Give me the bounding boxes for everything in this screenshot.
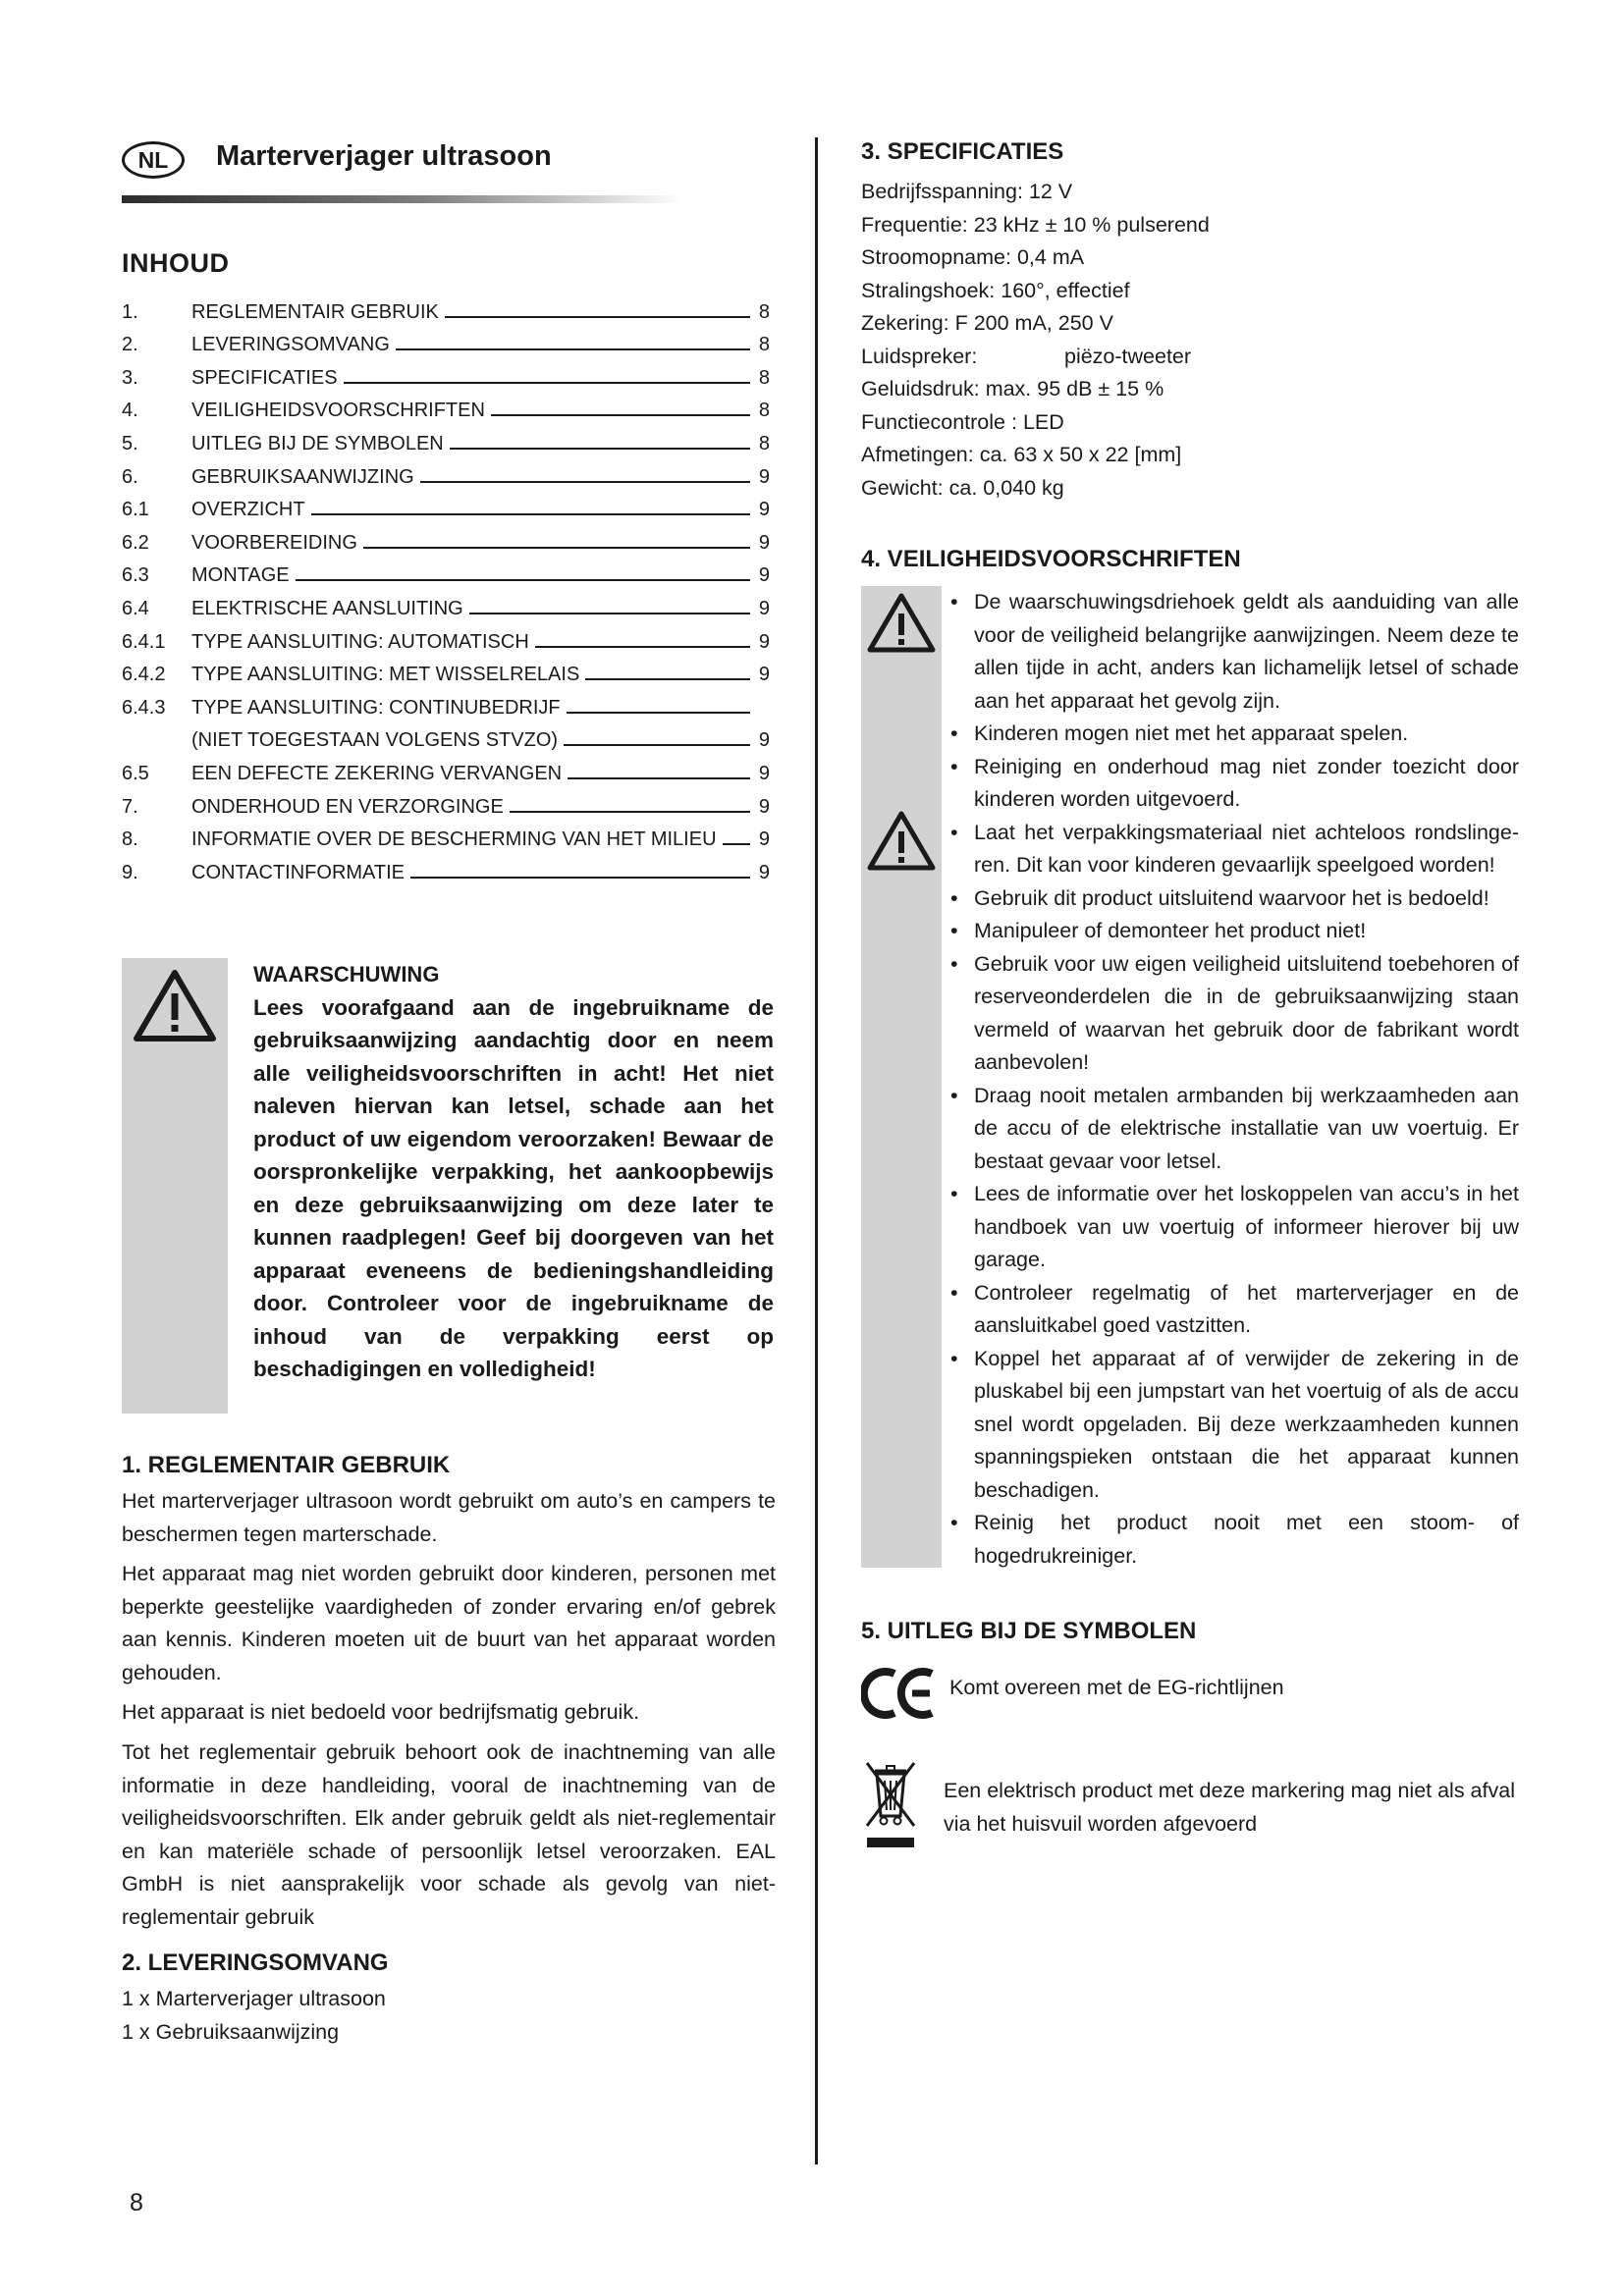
safety-sidebar [861, 586, 942, 1568]
toc-entry-page: 9 [758, 630, 770, 653]
toc-entry-label: (NIET TOEGESTAAN VOLGENS STVZO) [191, 729, 559, 752]
toc-entry-number: 3. [122, 366, 138, 389]
delivery-item: 1 x Marterverjager ultrasoon [122, 1987, 386, 2010]
toc-entry-label: ELEKTRISCHE AANSLUITING [191, 597, 463, 619]
toc-entry-page: 9 [758, 729, 770, 752]
warning-triangle-icon [866, 810, 937, 872]
toc-entry-number: 1. [122, 300, 138, 323]
warning-triangle-icon [133, 968, 217, 1042]
spec-row [861, 209, 1210, 242]
toc-entry-label: MONTAGE [191, 564, 290, 587]
page-header [122, 137, 681, 206]
safety-instruction: • Reinig het product nooit met een stoom- of hogedrukreiniger. [947, 1507, 1519, 1573]
toc-leader-line [450, 448, 750, 450]
toc-entry [122, 291, 770, 324]
toc-entry-page: 9 [758, 828, 770, 851]
spec-row [861, 275, 1210, 308]
toc-entry [122, 587, 770, 620]
toc-entry-label: VOORBEREIDING [191, 531, 357, 554]
toc-entry-label: LEVERINGSOMVANG [191, 334, 390, 356]
toc-leader-line [564, 744, 750, 746]
safety-instruction: • Gebruik voor uw eigen veiligheid uitsluitend toebehoren of reserveonderdelen die in de gebruiksaanwijzing staan vermeld of waarvan het gebruik door de fabrikant wordt aanbevolen! [947, 948, 1519, 1080]
spec-key: Stralingshoek: [861, 278, 996, 302]
spec-value: F 200 mA, 250 V [954, 311, 1113, 335]
spec-row [861, 307, 1210, 341]
toc-entry-label: CONTACTINFORMATIE [191, 861, 406, 883]
safety-instruction: • Kinderen mogen niet met het apparaat spelen. [947, 718, 1519, 751]
toc-entry-page: 9 [758, 762, 770, 784]
spec-row [861, 373, 1210, 406]
toc-entry [122, 390, 770, 423]
spec-value: 23 kHz ± 10 % pulserend [973, 212, 1210, 237]
toc-leader-line [311, 513, 750, 515]
toc-entry-number: 5. [122, 432, 138, 454]
toc-entry [122, 654, 770, 687]
toc-entry [122, 620, 770, 654]
column-divider [815, 137, 818, 2164]
toc-entry-page: 8 [758, 400, 770, 422]
toc-leader-line [363, 547, 750, 549]
weee-description: Een elektrisch product met deze markering mag niet als afval via het huisvuil worden afgevoerd [944, 1779, 1515, 1836]
toc-leader-line [723, 843, 750, 845]
toc-entry-page: 9 [758, 795, 770, 818]
section-3-heading: 3. SPECIFICATIES [861, 138, 1064, 165]
safety-instruction: • Reiniging en onderhoud mag niet zonder toezicht door kinderen worden uitgevoerd. [947, 751, 1519, 817]
warning-sidebar [122, 958, 228, 1414]
safety-box [861, 586, 1519, 1568]
toc-entry [122, 422, 770, 455]
toc-leader-line [585, 678, 750, 680]
toc-entry-page: 9 [758, 465, 770, 488]
toc-entry-number: 4. [122, 400, 138, 422]
safety-instruction: • Manipuleer of demonteer het product niet! [947, 915, 1519, 948]
spec-key: Bedrijfsspanning: [861, 180, 1023, 203]
spec-row [861, 341, 1210, 374]
toc-entry-label: OVERZICHT [191, 499, 305, 521]
toc-entry-label: UITLEG BIJ DE SYMBOLEN [191, 432, 444, 454]
spec-key: Geluidsdruk: [861, 377, 980, 400]
toc-entry-page: 8 [758, 366, 770, 389]
toc-entry-label: INFORMATIE OVER DE BESCHERMING VAN HET MILIEU [191, 828, 717, 851]
toc-entry [122, 356, 770, 390]
safety-instruction: • Gebruik dit product uitsluitend waarvoor het is bedoeld! [947, 882, 1519, 916]
spec-value: piëzo-tweeter [1063, 344, 1192, 368]
toc-leader-line [567, 712, 750, 714]
toc-leader-line [535, 646, 750, 648]
toc-entry-number: 6.4.3 [122, 696, 166, 719]
weee-crossed-bin-icon [861, 1757, 920, 1851]
spec-key: Zekering: [861, 311, 949, 335]
ce-mark-icon [861, 1666, 938, 1721]
toc-entry-number: 7. [122, 795, 138, 818]
section-1-paragraph: Het marterverjager ultrasoon wordt gebruikt om auto’s en campers te beschermen tegen marterschade. [122, 1489, 776, 1546]
toc-leader-line [344, 382, 750, 384]
safety-instruction: • De waarschuwingsdriehoek geldt als aanduiding van alle voor de veiligheid belangrijke aanwijzingen. Neem deze te allen tijde in acht, anders kan lichamelijk letsel of schade aan het apparaat het gevolg zijn. [947, 586, 1519, 718]
toc-entry [122, 521, 770, 555]
safety-instruction: • Laat het verpakkingsmateriaal niet achteloos rondslinge-ren. Dit kan voor kinderen gevaarlijk speelgoed worden! [947, 817, 1519, 882]
toc-leader-line [469, 613, 750, 614]
toc-entry-label: TYPE AANSLUITING: CONTINUBEDRIJF [191, 696, 561, 719]
section-2-heading: 2. LEVERINGSOMVANG [122, 1949, 389, 1976]
toc-entry [122, 720, 770, 753]
toc-entry-page: 9 [758, 664, 770, 686]
spec-value: 160°, effectief [1001, 278, 1130, 302]
spec-row [861, 472, 1210, 506]
toc-entry-number: 6.4.2 [122, 664, 166, 686]
section-4-heading: 4. VEILIGHEIDSVOORSCHRIFTEN [861, 546, 1241, 572]
toc-entry [122, 785, 770, 819]
warning-text: Lees voorafgaand aan de ingebruikname de gebruiksaanwijzing aandachtig door en neem alle veiligheidsvoorschriften in acht! Het niet naleven hiervan kan letsel, schade aan het product of uw eigendom veroorzaken! Bewaar de oorspronkelijke verpakking, het aankoopbewijs en deze gebruiksaanwijzing om deze later te kunnen raadplegen! Geef bij doorgeven van het apparaat eveneens de bedieningshandleiding door. Controleer voor de ingebruikname de inhoud van de verpakking eerst op beschadigingen en volledigheid! [253, 994, 774, 1381]
toc-leader-line [445, 316, 750, 318]
spec-row [861, 241, 1210, 275]
toc-leader-line [396, 348, 750, 350]
spec-row [861, 406, 1210, 440]
toc-entry-number: 6.4.1 [122, 630, 166, 653]
spec-key: Frequentie: [861, 212, 968, 237]
warning-triangle-icon [866, 592, 937, 654]
page-number: 8 [130, 2189, 143, 2216]
toc-entry [122, 455, 770, 489]
toc-entry [122, 555, 770, 588]
toc-entry-page: 8 [758, 334, 770, 356]
toc-entry-number: 6.5 [122, 762, 149, 784]
toc-entry-number: 2. [122, 334, 138, 356]
spec-row [861, 439, 1210, 472]
toc-leader-line [410, 877, 750, 879]
toc-entry-label: ONDERHOUD EN VERZORGINGE [191, 795, 504, 818]
safety-instructions-list [947, 586, 1519, 1573]
toc-entry-page: 9 [758, 861, 770, 883]
spec-value: ca. 63 x 50 x 22 [mm] [979, 443, 1182, 466]
toc-entry [122, 752, 770, 785]
table-of-contents [122, 291, 770, 884]
toc-entry-number: 6.3 [122, 564, 149, 587]
spec-value: 0,4 mA [1016, 245, 1085, 269]
safety-instruction: • Draag nooit metalen armbanden bij werkzaamheden aan de accu of de elektrische installatie van uw voertuig. Er bestaat gevaar voor letsel. [947, 1080, 1519, 1179]
section-1-paragraph: Het apparaat mag niet worden gebruikt door kinderen, personen met beperkte geestelijke vaardigheden of zonder ervaring en/of gebrek aan kennis. Kinderen moeten uit de buurt van het apparaat worden gehouden. [122, 1562, 776, 1684]
section-1-paragraph: Het apparaat is niet bedoeld voor bedrijfsmatig gebruik. [122, 1700, 640, 1724]
toc-entry-page: 8 [758, 300, 770, 323]
toc-entry-label: REGLEMENTAIR GEBRUIK [191, 300, 439, 323]
spec-value: max. 95 dB ± 15 % [985, 377, 1164, 400]
toc-entry-page: 8 [758, 432, 770, 454]
spec-key: Gewicht: [861, 475, 944, 500]
header-rule [122, 195, 681, 203]
safety-instruction: • Koppel het apparaat af of verwijder de zekering in de pluskabel bij een jumpstart van het voertuig of als de accu snel wordt opgeladen. Bij deze werkzaamheden kunnen spanningspieken ontstaan die het apparaat kunnen beschadigen. [947, 1343, 1519, 1508]
toc-entry-number: 8. [122, 828, 138, 851]
toc-leader-line [568, 777, 750, 779]
toc-entry-page: 9 [758, 597, 770, 619]
toc-entry [122, 489, 770, 522]
toc-entry-label: VEILIGHEIDSVOORSCHRIFTEN [191, 400, 485, 422]
toc-leader-line [420, 481, 750, 483]
spec-value: LED [1022, 409, 1064, 434]
spec-row [861, 176, 1210, 209]
section-1-heading: 1. REGLEMENTAIR GEBRUIK [122, 1452, 451, 1478]
toc-entry-number: 6.4 [122, 597, 149, 619]
toc-entry-page: 9 [758, 499, 770, 521]
toc-entry-number: 9. [122, 861, 138, 883]
warning-box [122, 958, 776, 1414]
warning-content [253, 958, 774, 1386]
toc-entry-label: SPECIFICATIES [191, 366, 338, 389]
spec-key: Luidspreker: [861, 344, 978, 368]
spec-key: Stroomopname: [861, 245, 1011, 269]
document-title: Marterverjager ultrasoon [216, 140, 552, 172]
toc-entry-page: 9 [758, 531, 770, 554]
toc-entry-number: 6. [122, 465, 138, 488]
toc-entry-label: TYPE AANSLUITING: MET WISSELRELAIS [191, 664, 580, 686]
toc-entry-label: EEN DEFECTE ZEKERING VERVANGEN [191, 762, 563, 784]
safety-instruction: • Controleer regelmatig of het marterverjager en de aansluitkabel goed vastzitten. [947, 1277, 1519, 1343]
warning-title: WAARSCHUWING [253, 962, 440, 987]
toc-entry [122, 686, 770, 720]
language-badge: NL [122, 141, 185, 179]
toc-entry-number: 6.1 [122, 499, 149, 521]
section-1-paragraph: Tot het reglementair gebruik behoort ook de inachtneming van alle informatie in deze handleiding, vooral de inachtneming van de veiligheidsvoorschriften. Elk ander gebruik geldt als niet-reglementair en kan materiële schade of persoonlijk letsel veroorzaken. EAL GmbH is niet aansprakelijk voor schade als gevolg van niet-reglementair gebruik [122, 1740, 776, 1929]
toc-leader-line [510, 811, 750, 813]
toc-entry-number: 6.2 [122, 531, 149, 554]
toc-entry-label: GEBRUIKSAANWIJZING [191, 465, 414, 488]
toc-leader-line [491, 414, 750, 416]
toc-leader-line [296, 579, 750, 581]
toc-heading: INHOUD [122, 248, 230, 278]
specifications-list [861, 176, 1210, 505]
toc-entry-page: 9 [758, 564, 770, 587]
spec-value: 12 V [1028, 180, 1073, 203]
spec-key: Afmetingen: [861, 443, 974, 466]
ce-mark-description: Komt overeen met de EG-richtlijnen [949, 1676, 1284, 1699]
toc-entry [122, 819, 770, 852]
spec-value: ca. 0,040 kg [948, 475, 1064, 500]
safety-instruction: • Lees de informatie over het loskoppelen van accu’s in het handboek van uw voertuig of informeer hierover bij uw garage. [947, 1178, 1519, 1277]
section-5-heading: 5. UITLEG BIJ DE SYMBOLEN [861, 1618, 1197, 1644]
toc-entry-label: TYPE AANSLUITING: AUTOMATISCH [191, 630, 529, 653]
delivery-item: 1 x Gebruiksaanwijzing [122, 2020, 340, 2044]
toc-entry [122, 324, 770, 357]
toc-entry [122, 851, 770, 884]
spec-key: Functiecontrole : [861, 409, 1017, 434]
